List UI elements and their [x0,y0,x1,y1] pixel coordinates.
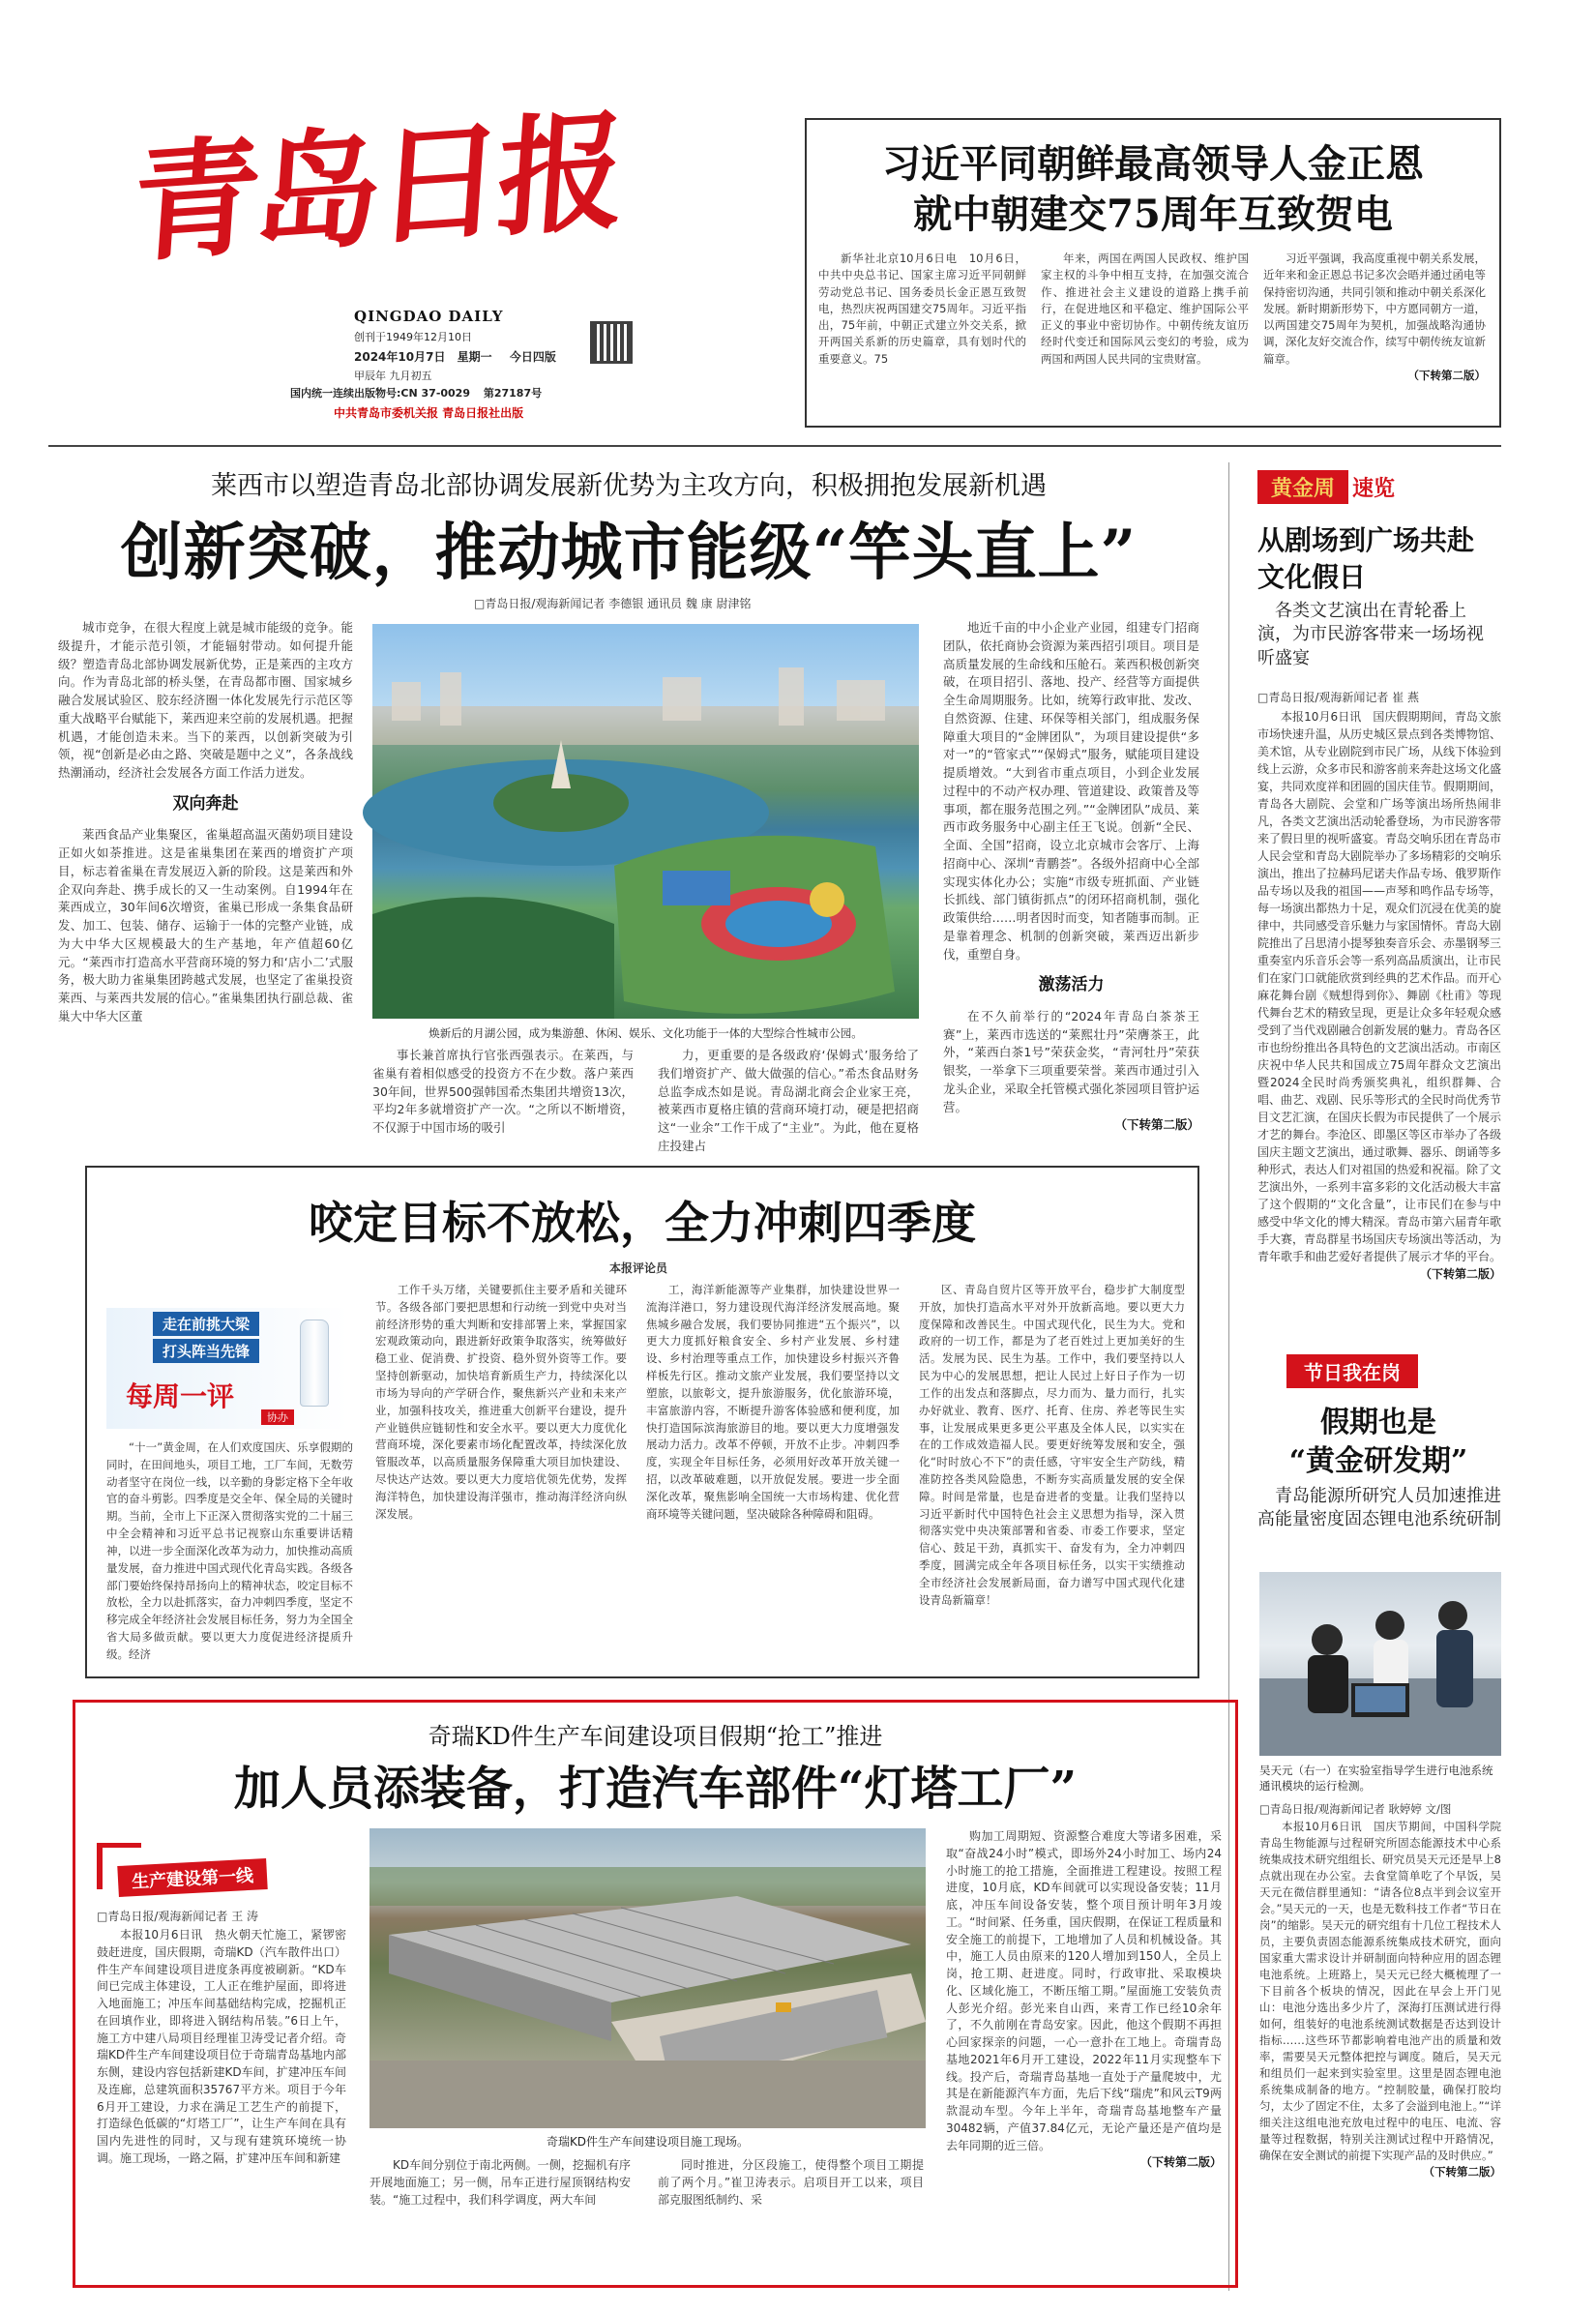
golden-week-subhead: 各类文艺演出在青轮番上演，为市民游客带来一场场视听盛宴 [1257,601,1484,668]
golden-week-badge-label: 黄金周 [1257,470,1348,504]
publisher: 中共青岛市委机关报 青岛日报社出版 [334,406,524,420]
weekly-review-logo [106,1308,348,1429]
energy-headline-2: “黄金研发期” [1288,1444,1468,1478]
laixi-kicker: 莱西市以塑造青岛北部协调发展新优势为主攻方向，积极拥抱发展新机遇 [211,471,1047,501]
newspaper-logo: 青岛日报 [128,96,625,282]
top-story-headline-2: 就中朝建交75周年互致贺电 [913,192,1393,237]
publication-line [290,385,542,400]
energy-subhead: 青岛能源所研究人员加速推进高能量密度固态锂电池系统研制 [1257,1486,1501,1530]
date-line [354,348,556,365]
commentary-col2: 工作千头万绪，关键要抓住主要矛盾和关键环节。各级各部门要把思想和行动统一到党中央对当前经济形势的重大判断和安排部署上来，掌握国家宏观政策动向，跟进新好政策争取落实，统筹做好稳工业、促消费、扩投资、稳外贸外资等工作。要坚持创新驱动，加快培育新质生产力，持续深化以市场为导向的产学研合作，聚焦新兴产业和未来产业，加强科技攻关，推进重大创新平台建设，提升产业链供应链韧性和安全水平。要以更大力度优化营商环境，深化要素市场化配置改革，持续深化放管服改革，以高质量服务保障重大项目加快建设、尽快达产达效。要以更大力度培优领先优势，发挥海洋特色，加快建设海洋强市，推动海洋经济向纵深发展。 [375,1283,627,1521]
production-badge-label: 生产建设第一线 [117,1858,267,1897]
golden-week-byline: □青岛日报/观海新闻记者 崔 燕 [1257,691,1420,704]
laixi-subhead-2: 激荡活力 [1038,975,1105,995]
laixi-col3: 力，更重要的是各级政府‘保姆式’服务给了我们增资扩产、做大做强的信心。”希杰食品财务总监李成杰如是说。青岛湖北商会企业家王亮，被莱西市夏格庄镇的营商环境打动，硬是把招商这“一业余”工作干成了“主业”。为此，他在夏格庄投建占 [658,1048,919,1153]
weekly-review-logo-main: 每周一评 [126,1380,235,1412]
lake-park-illustration [372,624,919,1019]
water-bottle-icon [300,1320,329,1407]
factory-col4: 购加工周期短、资源整合难度大等诸多困难，采取“奋战24小时”模式，即场外24小时加工、场内24小时施工的抢工措施，全面推进工程建设。按照工程进度，10月底，KD车间就可以实现设备安装；11月底，冲压车间设备安装，整个项目预计明年3月竣工。“时间紧、任务重，国庆假期，在保证工程质量和安全施工的前提下，工地增加了人员和机械设备。其中，施工人员由原来的120人增加到150人，全员上岗，抢工期、赶进度。同时，行政审批、采取模块化、区域化施工，不断压缩工期。”屋面施工安装负责人彭光介绍。彭光来自山西，来青工作已经10余年了，不久前刚在青岛安家。因此，他这个假期不再担心回家探亲的问题，一心一意扑在工地上。奇瑞青岛基地2021年6月开工建设，2022年11月实现整车下线。投产后，奇瑞青岛基地一直处于产量爬坡中，尤其是在新能源汽车方面，先后下线“瑞虎”和风云T9两款混动车型。今年上半年，奇瑞青岛基地整车产量30482辆，产值37.84亿元，无论产量还是产值均是去年同期的近三倍。 [946,1829,1222,2152]
top-story-col2: 年来，两国在两国人民政权、维护国家主权的斗争中相互支持，在加强交流合作、推进社会主义建设的道路上携手前行，在促进地区和平稳定、维护国际公平正义的事业中密切协作。中朝传统友谊历经时代变迁和国际风云变幻的考验，成为两国和两国人民共同的宝贵财富。 [1041,252,1249,366]
golden-week-body: 本报10月6日讯 国庆假期期间，青岛文旅市场快速升温，从历史城区景点到各类博物馆、美术馆，从专业剧院到市民广场，从线下体验到线上云游，众多市民和游客前来奔赴这场文化盛宴，共同欢度祥和团圆的国庆佳节。假期期间，青岛各大剧院、会堂和广场等演出场所热闹非凡，各类文艺演出活动轮番登场，为市民游客带来了假日里的视听盛宴。青岛交响乐团在青岛市人民会堂和青岛大剧院举办了多场精彩的交响乐演出，推出了拉赫玛尼诺夫作品专场、俄罗斯作品专场以及我的祖国——声琴和鸣作品专场等，每一场演出都热力十足，观众们沉浸在优美的旋律中，共同感受音乐魅力与家国情怀。青岛大剧院推出了吕思清小提琴独奏音乐会、赤墨钢琴三重奏室内乐音乐会等一系列高品质演出，让市民们在家门口就能欣赏到经典的艺术作品。而开心麻花舞台剧《贼想得到你》、舞剧《杜甫》等现代舞台艺术的精致呈现，更是让众多年轻观众感受到了当代戏剧融合创新发展的魅力。青岛各区市也纷纷推出各具特色的文艺演出活动。市南区庆祝中华人民共和国成立75周年群众文艺演出暨2024全民时尚秀颁奖典礼，组织群舞、合唱、曲艺、戏剧、民乐等形式的全民时尚优秀节目文艺汇演，在国庆长假为市民提供了一个展示才艺的舞台。李沧区、即墨区等区市举办了各级国庆主题文艺演出，通过歌舞、器乐、朗诵等多种形式，表达人们对祖国的热爱和祝福。除了文艺演出外，一系列丰富多彩的文化活动极大丰富了这个假期的“文化含量”，让市民们在参与中感受中华文化的博大精深。青岛市第六届青年歌手大赛，青岛群星书场国庆专场演出等活动，为青年歌手和曲艺爱好者提供了展示才华的平台。 [1257,710,1502,1263]
commentary-col1: “十一”黄金周，在人们欢度国庆、乐享假期的同时，在田间地头，项目工地，工厂车间，无数劳动者坚守在岗位一线，以辛勤的身影定格下全年收官的奋斗剪影。四季度是交全年、保全局的关键时期。当前，全市上下正深入贯彻落实党的二十届三中全会精神和习近平总书记视察山东重要讲话精神，以进一步全面深化改革为动力，加快推动高质量发展，奋力推进中国式现代化青岛实践。各级各部门要始终保持昂扬向上的精神状态，咬定目标不放松，全力以赴抓落实，奋力冲刺四季度，坚定不移完成全年经济社会发展目标任务，努力为全国全省大局多做贡献。要以更大力度促进经济提质升级。经济 [106,1440,353,1661]
laixi-more: （下转第二版） [1114,1117,1199,1133]
laixi-headline: 创新突破，推动城市能级“竿头直上” [120,517,1138,589]
golden-week-headline: 从剧场到广场共赴文化假日 [1257,524,1475,593]
energy-byline: □青岛日报/观海新闻记者 耿婷婷 文/图 [1259,1802,1452,1816]
english-title: QINGDAO DAILY [354,308,504,325]
crane-icon [97,1843,103,1889]
qr-code [590,321,633,364]
factory-col3: 同时推进，分区段施工，使得整个项目工期提前了两个月。”崔卫涛表示。启项目开工以来，项目部克服图纸制约、采 [658,2158,924,2207]
commentary-byline: 本报评论员 [609,1261,668,1275]
factory-byline: □青岛日报/观海新闻记者 王 涛 [97,1910,259,1923]
laixi-subhead-1: 双向奔赴 [172,793,239,814]
production-badge [97,1843,319,1893]
golden-week-badge-suffix: 速览 [1352,475,1396,501]
energy-headline-1: 假期也是 [1320,1406,1436,1439]
weekly-review-logo-sub: 协办 [261,1409,294,1425]
lab-photo-caption: 吴天元（右一）在实验室指导学生进行电池系统通讯模块的运行检测。 [1259,1764,1493,1793]
golden-week-more: （下转第二版） [1419,1267,1501,1281]
top-story-box [805,118,1501,428]
laixi-col2: 事长兼首席执行官张西强表示。在莱西，与雀巢有着相似感受的投资方不在少数。落户莱西30年间，世界500强韩国希杰集团共增资13次，平均2年多就增资扩产一次。“之所以不断增资，不仅源于中国市场的吸引 [372,1048,634,1135]
crane-arm [97,1843,141,1848]
energy-more: （下转第二版） [1423,2165,1501,2180]
energy-body: 本报10月6日讯 国庆节期间，中国科学院青岛生物能源与过程研究所固态能源技术中心系统集成技术研究组组长、研究员吴天元还是早上8点就出现在办公室。去食堂简单吃了个早饭，吴天元在微信群里通知：“请各位8点半到会议室开会。”吴天元的一天，也是无数科技工作者“节日在岗”的缩影。吴天元的研究组有十几位工程技术人员，主要负责固态能源系统集成技术研究，面向国家重大需求设计并研制面向特种应用的固态锂电池系统。上班路上，吴天元已经大概梳理了一下目前各个板块的情况，因此在早会上开门见山：电池分选出多少片了，深海打压测试进行得如何，组装好的电池系统测试数据是否达到设计指标……这些环节都影响着电池产出的质量和效率，需要吴天元整体把控与调度。随后，吴天元和组员们一起来到实验室里。这里是固态锂电池系统集成制备的地方。“控制胶量，确保打胶均匀，太少了固定不住，太多了会溢到电池上。”“详细关注这组电池充放电过程中的电压、电流、容量等过程数据，特别关注测试过程中开路情况，确保在安全测试的前提下实现产品的及时供应。” [1259,1820,1501,2163]
issue-date: 2024年10月7日 [354,350,446,364]
commentary-col4: 区、青岛自贸片区等开放平台，稳步扩大制度型开放，加快打造高水平对外开放新高地。要以更大力度保障和改善民生。中国式现代化，民生为大。党和政府的一切工作，都是为了老百姓过上更加美好的生活。发展为民、民生为基。工作中，我们要坚持以人民为中心的发展思想，把让人民过上好日子作为一切工作的出发点和落脚点，尽力而为、量力而行，扎实办好就业、教育、医疗、托育、住房、养老等民生实事，让发展成果更多更公平惠及全体人民，以实实在在的工作成效造福人民。要更好统筹发展和安全，强化“时时放心不下”的责任感，守牢安全生产防线，精准防控各类风险隐患，不断夯实高质量发展的安全保障。时间是常量，也是奋进者的变量。让我们坚持以习近平新时代中国特色社会主义思想为指导，深入贯彻落实党中央决策部署和省委、市委工作要求，坚定信心、鼓足干劲，真抓实干、奋发有为，全力冲刺四季度，圆满完成全年各项目标任务，以实干实绩推动全市经济社会发展新局面，奋力谱写中国式现代化建设青岛新篇章！ [919,1283,1185,1607]
laixi-col4: 地近千亩的中小企业产业园，组建专门招商团队，依托商协会资源为莱西招引项目。项目是高质量发展的生命线和压舱石。莱西积极创新突破，在项目招引、落地、投产、经营等方面提供全生命周期服务。比如，统筹行政审批、发改、自然资源、住建、环保等相关部门，组成服务保障重大项目的“金牌团队”，为项目建设提供“多对一”的“管家式”“保姆式”服务，赋能项目建设提质增效。“大到省市重点项目，小到企业发展过程中的不动产权办理、管道建设、政策普及等事项，都在服务范围之列。”“金牌团队”成员、莱西市政务服务中心副主任王飞说。创新“全民、全面、全国”招商，设立北京城市会客厅、上海招商中心、深圳“青鹏荟”。各级外招商中心全部实现实体化办公；实施“市级专班抓面、产业链长抓线、部门镇街抓点”的闭环招商机制，强化政策供给……明者因时而变，知者随事而制。正是靠着理念、机制的创新突破，莱西迈出新步伐，重塑自身。 [943,620,1199,962]
weekday: 星期一 [457,350,492,364]
founded-date: 创刊于1949年12月10日 [354,331,472,343]
factory-headline: 加人员添装备，打造汽车部件“灯塔工厂” [233,1762,1078,1816]
page-count: 今日四版 [509,350,556,364]
commentary-col3: 工，海洋新能源等产业集群，加快建设世界一流海洋港口，努力建设现代海洋经济发展高地。聚焦城乡融合发展，我们要协同推进“五个振兴”，以更大力度抓好粮食安全、乡村产业发展、乡村建设、乡村治理等重点工作，加快建设乡村振兴齐鲁样板先行区。推动文旅产业发展，我们要坚持以文塑旅，以旅彰文，提升旅游服务，优化旅游环境，丰富旅游内容，不断提升游客体验感和便利度，加快打造国际滨海旅游目的地。要以更大力度增强发展动力活力。改革不停顿，开放不止步。冲刺四季度，实现全年目标任务，必须用好改革开放关键一招，以改革破难题，以开放促发展。要进一步全面深化改革，聚焦影响全国统一大市场构建、优化营商环境等关键问题，坚决破除各种障碍和阻碍。 [646,1283,900,1521]
on-duty-badge: 节日我在岗 [1286,1354,1418,1388]
lunar-date: 甲辰年 九月初五 [354,370,432,382]
factory-col2: KD车间分别位于南北两侧。一侧，挖掘机有序开展地面施工；另一侧，吊车正进行屋顶钢结构安装。“施工过程中，我们科学调度，两大车间 [369,2158,631,2207]
lab-photo [1259,1572,1501,1756]
laixi-col1b: 莱西食品产业集聚区，雀巢超高温灭菌奶项目建设正如火如荼推进。这是雀巢集团在莱西的增资扩产项目，标志着雀巢在青发展迈入新的阶段。这是莱西和外企双向奔赴、携手成长的又一生动案例。自1994年在莱西成立，30年间6次增资，雀巢已形成一条集食品研发、加工、包装、储存、运输于一体的完整产业链，成为大中华大区规模最大的生产基地，年产值超60亿元。“莱西市打造高水平营商环境的努力和‘店小二’式服务，极大助力雀巢集团跨越式发展，也坚定了雀巢投资莱西、与莱西共发展的信心。”雀巢集团执行副总裁、雀巢大中华大区董 [58,827,353,1023]
lake-park-caption: 焕新后的月湖公园，成为集游憩、休闲、娱乐、文化功能于一体的大型综合性城市公园。 [429,1026,863,1040]
masthead [126,97,629,426]
lake-park-photo [372,624,919,1019]
weekly-review-logo-line2: 打头阵当先锋 [153,1339,259,1363]
top-story-col1: 新华社北京10月6日电 10月6日，中共中央总书记、国家主席习近平同朝鲜劳动党总书记、国务委员长金正恩互致贺电，热烈庆祝两国建交75周年。习近平指出，75年前，中朝正式建立外交关系，掀开两国关系新的历史篇章，具有划时代的重要意义。75 [818,252,1026,366]
golden-week-badge [1257,469,1395,504]
factory-col1: 本报10月6日讯 热火朝天忙施工，紧锣密鼓赶进度，国庆假期，奇瑞KD（汽车散件出口）件生产车间建设项目进度条再度被刷新。“KD车间已完成主体建设，工人正在维护屋面，即将进入地面施工；冲压车间基础结构完成，挖掘机正在回填作业，即将进入钢结构吊装。”6日上午，施工方中建八局项目经理崔卫涛受记者介绍。奇瑞KD件生产车间建设项目位于奇瑞青岛基地内部东侧，建设内容包括新建KD车间，扩建冲压车间及连廊，总建筑面积35767平方米。项目于今年6月开工建设，力求在满足工艺生产的前提下，打造绿色低碳的“灯塔工厂”，让生产车间在具有国内先进性的同时，又与现有建筑环境统一协调。施工现场，一路之隔，扩建冲压车间和新建 [97,1928,346,2165]
factory-site-photo [369,1828,926,2128]
top-story-more: （下转第二版） [1407,368,1486,382]
commentary-headline: 咬定目标不放松，全力冲刺四季度 [309,1197,976,1249]
factory-kicker: 奇瑞KD件生产车间建设项目假期“抢工”推进 [428,1723,883,1750]
factory-more: （下转第二版） [1139,2155,1222,2170]
top-story-headline-1: 习近平同朝鲜最高领导人金正恩 [882,141,1424,187]
laixi-byline: □青岛日报/观海新闻记者 李德银 通讯员 魏 康 尉津铭 [474,597,752,610]
laixi-col4b: 在不久前举行的“2024年青岛白茶茶王赛”上，莱西市选送的“莱熙壮丹”荣膺茶王，此外，“莱西白茶1号”荣获金奖，“青河牡丹”荣获银奖，一举拿下三项重要荣誉。莱西市通过引入龙头企业，采取全托管模式强化茶园项目管护运营。 [943,1008,1199,1114]
issue-number: 第27187号 [483,387,543,400]
top-story-col3: 习近平强调，我高度重视中朝关系发展，近年来和金正恩总书记多次会晤并通过函电等保持密切沟通，共同引领和推动中朝关系深化发展。新时期新形势下，中方愿同朝方一道，以两国建交75周年为契机，加强战略沟通协调，深化友好交流合作，续写中朝传统友谊新篇章。 [1263,252,1486,366]
weekly-review-logo-line1: 走在前挑大梁 [153,1312,259,1336]
factory-photo-caption: 奇瑞KD件生产车间建设项目施工现场。 [546,2135,750,2149]
laixi-col1: 城市竞争，在很大程度上就是城市能级的竞争。能级提升，才能示范引领，才能辐射带动。如何提升能级？塑造青岛北部协调发展新优势，正是莱西的主攻方向。作为青岛北部的桥头堡，在青岛都市圈、国家城乡融合发展试验区、胶东经济圈一体化发展先行示范区等重大战略平台赋能下，莱西迎来空前的发展机遇。把握机遇，才能创造未来。当下的莱西，以创新突破为引领，视“创新是必由之路、突破是题中之义”，各条战线热潮涌动，经济社会发展各方面工作活力迸发。 [58,620,353,780]
publication-number: 国内统一连续出版物号:CN 37-0029 [290,387,470,400]
